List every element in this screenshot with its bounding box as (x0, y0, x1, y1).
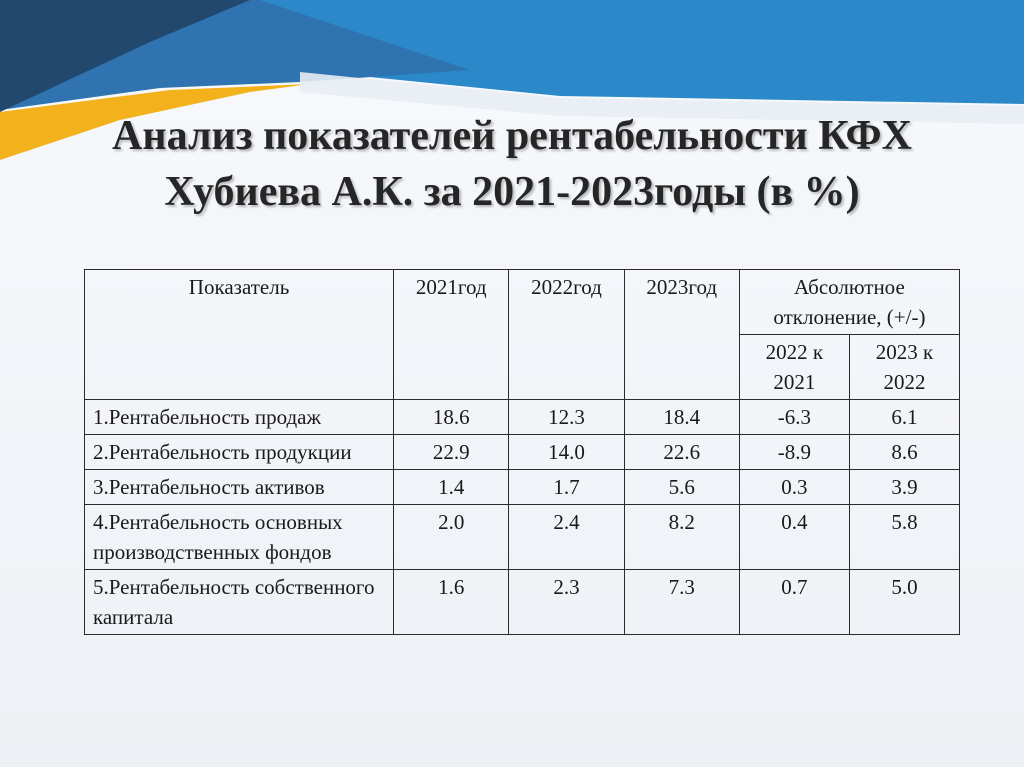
cell-2022: 1.7 (509, 470, 624, 505)
cell-2021: 18.6 (394, 400, 509, 435)
cell-2022: 2.3 (509, 570, 624, 635)
cell-dev-2022: 0.4 (739, 505, 849, 570)
table-row (85, 570, 960, 635)
cell-dev-2022: 0.3 (739, 470, 849, 505)
table-row (85, 435, 960, 470)
deviation-header: Абсолютное отклонение, (+/-) (739, 270, 959, 335)
cell-dev-2023: 6.1 (849, 400, 959, 435)
deviation-header-2022-vs-2021: 2022 к 2021 (739, 335, 849, 400)
row-label: 1.Рентабельность продаж (85, 400, 394, 435)
cell-dev-2023: 5.0 (849, 570, 959, 635)
cell-2023: 5.6 (624, 470, 739, 505)
row-label: 4.Рентабельность основных производственных фондов (85, 505, 394, 570)
cell-dev-2023: 8.6 (849, 435, 959, 470)
table-row (85, 470, 960, 505)
cell-2022: 12.3 (509, 400, 624, 435)
cell-dev-2022: -8.9 (739, 435, 849, 470)
table-row (85, 505, 960, 570)
cell-2021: 1.4 (394, 470, 509, 505)
year-header-2023: 2023год (624, 270, 739, 400)
cell-2021: 1.6 (394, 570, 509, 635)
table-header-row (85, 270, 960, 335)
row-label: 3.Рентабельность активов (85, 470, 394, 505)
year-header-2021: 2021год (394, 270, 509, 400)
title-line-1: Анализ показателей рентабельности КФХ (112, 113, 912, 159)
cell-dev-2022: 0.7 (739, 570, 849, 635)
slide-title (40, 108, 984, 220)
cell-2022: 14.0 (509, 435, 624, 470)
row-label: 5.Рентабельность собственного капитала (85, 570, 394, 635)
table-row (85, 400, 960, 435)
cell-2023: 22.6 (624, 435, 739, 470)
deviation-header-2023-vs-2022: 2023 к 2022 (849, 335, 959, 400)
profitability-table (84, 269, 960, 635)
cell-2021: 2.0 (394, 505, 509, 570)
year-header-2022: 2022год (509, 270, 624, 400)
indicator-header: Показатель (85, 270, 394, 400)
cell-dev-2023: 5.8 (849, 505, 959, 570)
cell-dev-2023: 3.9 (849, 470, 959, 505)
cell-2021: 22.9 (394, 435, 509, 470)
title-line-2: Хубиева А.К. за 2021-2023годы (в %) (164, 169, 860, 215)
cell-2022: 2.4 (509, 505, 624, 570)
cell-2023: 18.4 (624, 400, 739, 435)
cell-2023: 8.2 (624, 505, 739, 570)
cell-dev-2022: -6.3 (739, 400, 849, 435)
cell-2023: 7.3 (624, 570, 739, 635)
row-label: 2.Рентабельность продукции (85, 435, 394, 470)
